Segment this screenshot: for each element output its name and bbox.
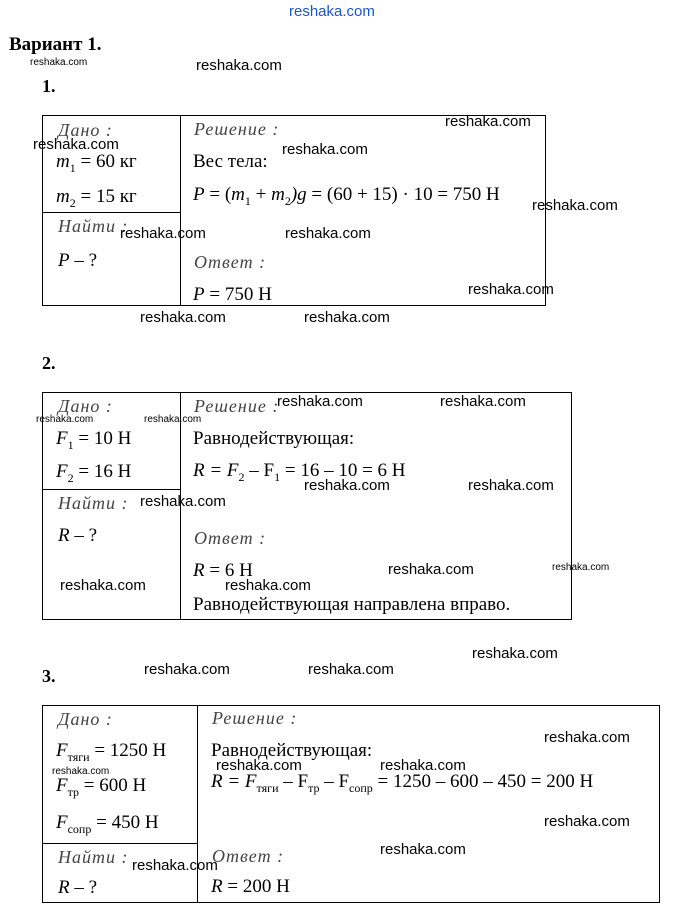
watermark: reshaka.com — [225, 577, 311, 594]
watermark: reshaka.com — [380, 841, 466, 858]
given-label: Дано : — [58, 396, 113, 416]
watermark: reshaka.com — [308, 661, 394, 678]
watermark: reshaka.com — [282, 141, 368, 158]
watermark: reshaka.com — [468, 477, 554, 494]
watermark: reshaka.com — [544, 729, 630, 746]
answer-label: Ответ : — [194, 528, 267, 548]
watermark: reshaka.com — [36, 414, 94, 425]
find-label: Найти : — [58, 216, 129, 236]
solution-text: Вес тела: — [193, 151, 268, 172]
site-watermark: reshaka.com — [289, 3, 375, 20]
problem-number: 1. — [42, 76, 56, 96]
answer-value: R = 200 Н — [211, 876, 290, 897]
given-item: $F_{тяги} = 1250$ Н — [56, 740, 167, 764]
watermark: reshaka.com — [144, 414, 202, 425]
solution-formula: $R = F_2 - F_1 = 16 - 10 = 6$ Н — [193, 460, 406, 484]
answer-value: P = 750 Н — [193, 284, 272, 305]
given-item: $m_1 = 60$ кг — [56, 151, 137, 175]
watermark: reshaka.com — [132, 857, 218, 874]
solution-label: Решение : — [194, 396, 280, 416]
solution-text: Равнодействующая: — [211, 740, 373, 761]
watermark: reshaka.com — [216, 757, 302, 774]
watermark: reshaka.com — [544, 813, 630, 830]
watermark: reshaka.com — [277, 393, 363, 410]
watermark: reshaka.com — [445, 113, 531, 130]
watermark: reshaka.com — [380, 757, 466, 774]
solution-formula: $R = F_{тяги} - F_{тр} - F_{сопр} = 1250 - 600 - 450 = 200$ Н — [211, 771, 594, 795]
find-label: Найти : — [58, 847, 129, 867]
given-item: $F_2 = 16$ Н — [56, 461, 132, 485]
watermark: reshaka.com — [472, 645, 558, 662]
solution-formula: $P = (m_1 + m_2)g = (60 + 15) \cdot 10 = 750$ Н — [193, 184, 500, 208]
answer-label: Ответ : — [194, 252, 267, 272]
watermark: reshaka.com — [532, 197, 618, 214]
given-item: $F_{сопр} = 450$ Н — [56, 812, 159, 836]
solution-label: Решение : — [194, 119, 280, 139]
watermark: reshaka.com — [120, 225, 206, 242]
watermark: reshaka.com — [388, 561, 474, 578]
solution-label: Решение : — [212, 708, 298, 728]
find-label: Найти : — [58, 493, 129, 513]
watermark: reshaka.com — [140, 309, 226, 326]
given-label: Дано : — [58, 709, 113, 729]
page-title: Вариант 1. — [9, 34, 102, 55]
watermark: reshaka.com — [440, 393, 526, 410]
watermark: reshaka.com — [285, 225, 371, 242]
answer-note: Равнодействующая направлена вправо. — [193, 594, 511, 615]
find-item: R – ? — [58, 525, 98, 546]
watermark: reshaka.com — [144, 661, 230, 678]
watermark: reshaka.com — [196, 57, 282, 74]
answer-value: R = 6 Н — [193, 560, 253, 581]
watermark: reshaka.com — [552, 562, 610, 573]
find-item: R – ? — [58, 877, 98, 898]
watermark: reshaka.com — [304, 309, 390, 326]
watermark: reshaka.com — [140, 493, 226, 510]
watermark: reshaka.com — [304, 477, 390, 494]
watermark: reshaka.com — [52, 766, 110, 777]
given-item: $F_{тр} = 600$ Н — [56, 775, 147, 799]
given-item: $F_1 = 10$ Н — [56, 428, 132, 452]
watermark: reshaka.com — [60, 577, 146, 594]
given-item: $m_2 = 15$ кг — [56, 186, 137, 210]
find-item: P – ? — [58, 250, 98, 271]
problem-number: 3. — [42, 666, 56, 686]
watermark: reshaka.com — [468, 281, 554, 298]
solution-text: Равнодействующая: — [193, 428, 355, 449]
watermark: reshaka.com — [33, 136, 119, 153]
answer-label: Ответ : — [212, 846, 285, 866]
watermark: reshaka.com — [30, 57, 88, 68]
given-label: Дано : — [58, 120, 113, 140]
problem-number: 2. — [42, 353, 56, 373]
